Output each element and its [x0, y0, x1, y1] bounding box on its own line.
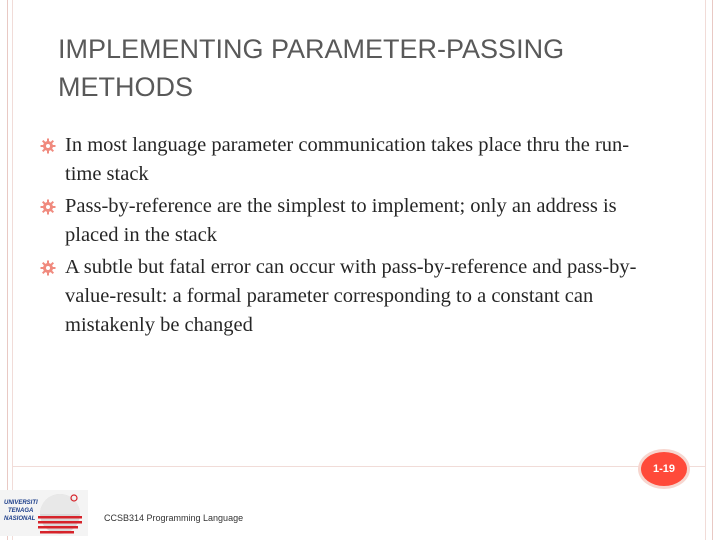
bullet-item	[40, 192, 640, 250]
slide-title: IMPLEMENTING PARAMETER-PASSING METHODS	[58, 34, 565, 102]
gear-bullet-icon	[40, 138, 56, 154]
gear-bullet-icon	[40, 199, 56, 215]
bullet-text: Pass-by-reference are the simplest to implement; only an address is placed in the stack	[65, 195, 617, 246]
university-logo	[0, 490, 88, 536]
logo-line2: TENAGA	[8, 508, 34, 514]
page-number-badge: 1-19	[638, 449, 690, 489]
bullet-item	[40, 253, 640, 340]
gear-bullet-icon	[40, 260, 56, 276]
footer-course-label: CCSB314 Programming Language	[104, 513, 244, 523]
bullet-text: A subtle but fatal error can occur with pass-by-reference and pass-by-value-result: a formal parameter corresponding to a constant can mistakenly be changed	[65, 256, 637, 336]
bullet-item	[40, 131, 640, 189]
logo-line1: UNIVERSITI	[4, 500, 38, 506]
footer-divider	[12, 466, 706, 467]
bullet-list	[40, 131, 640, 343]
bullet-text: In most language parameter communication takes place thru the run-time stack	[65, 134, 630, 185]
logo-line3: NASIONAL	[4, 516, 36, 522]
